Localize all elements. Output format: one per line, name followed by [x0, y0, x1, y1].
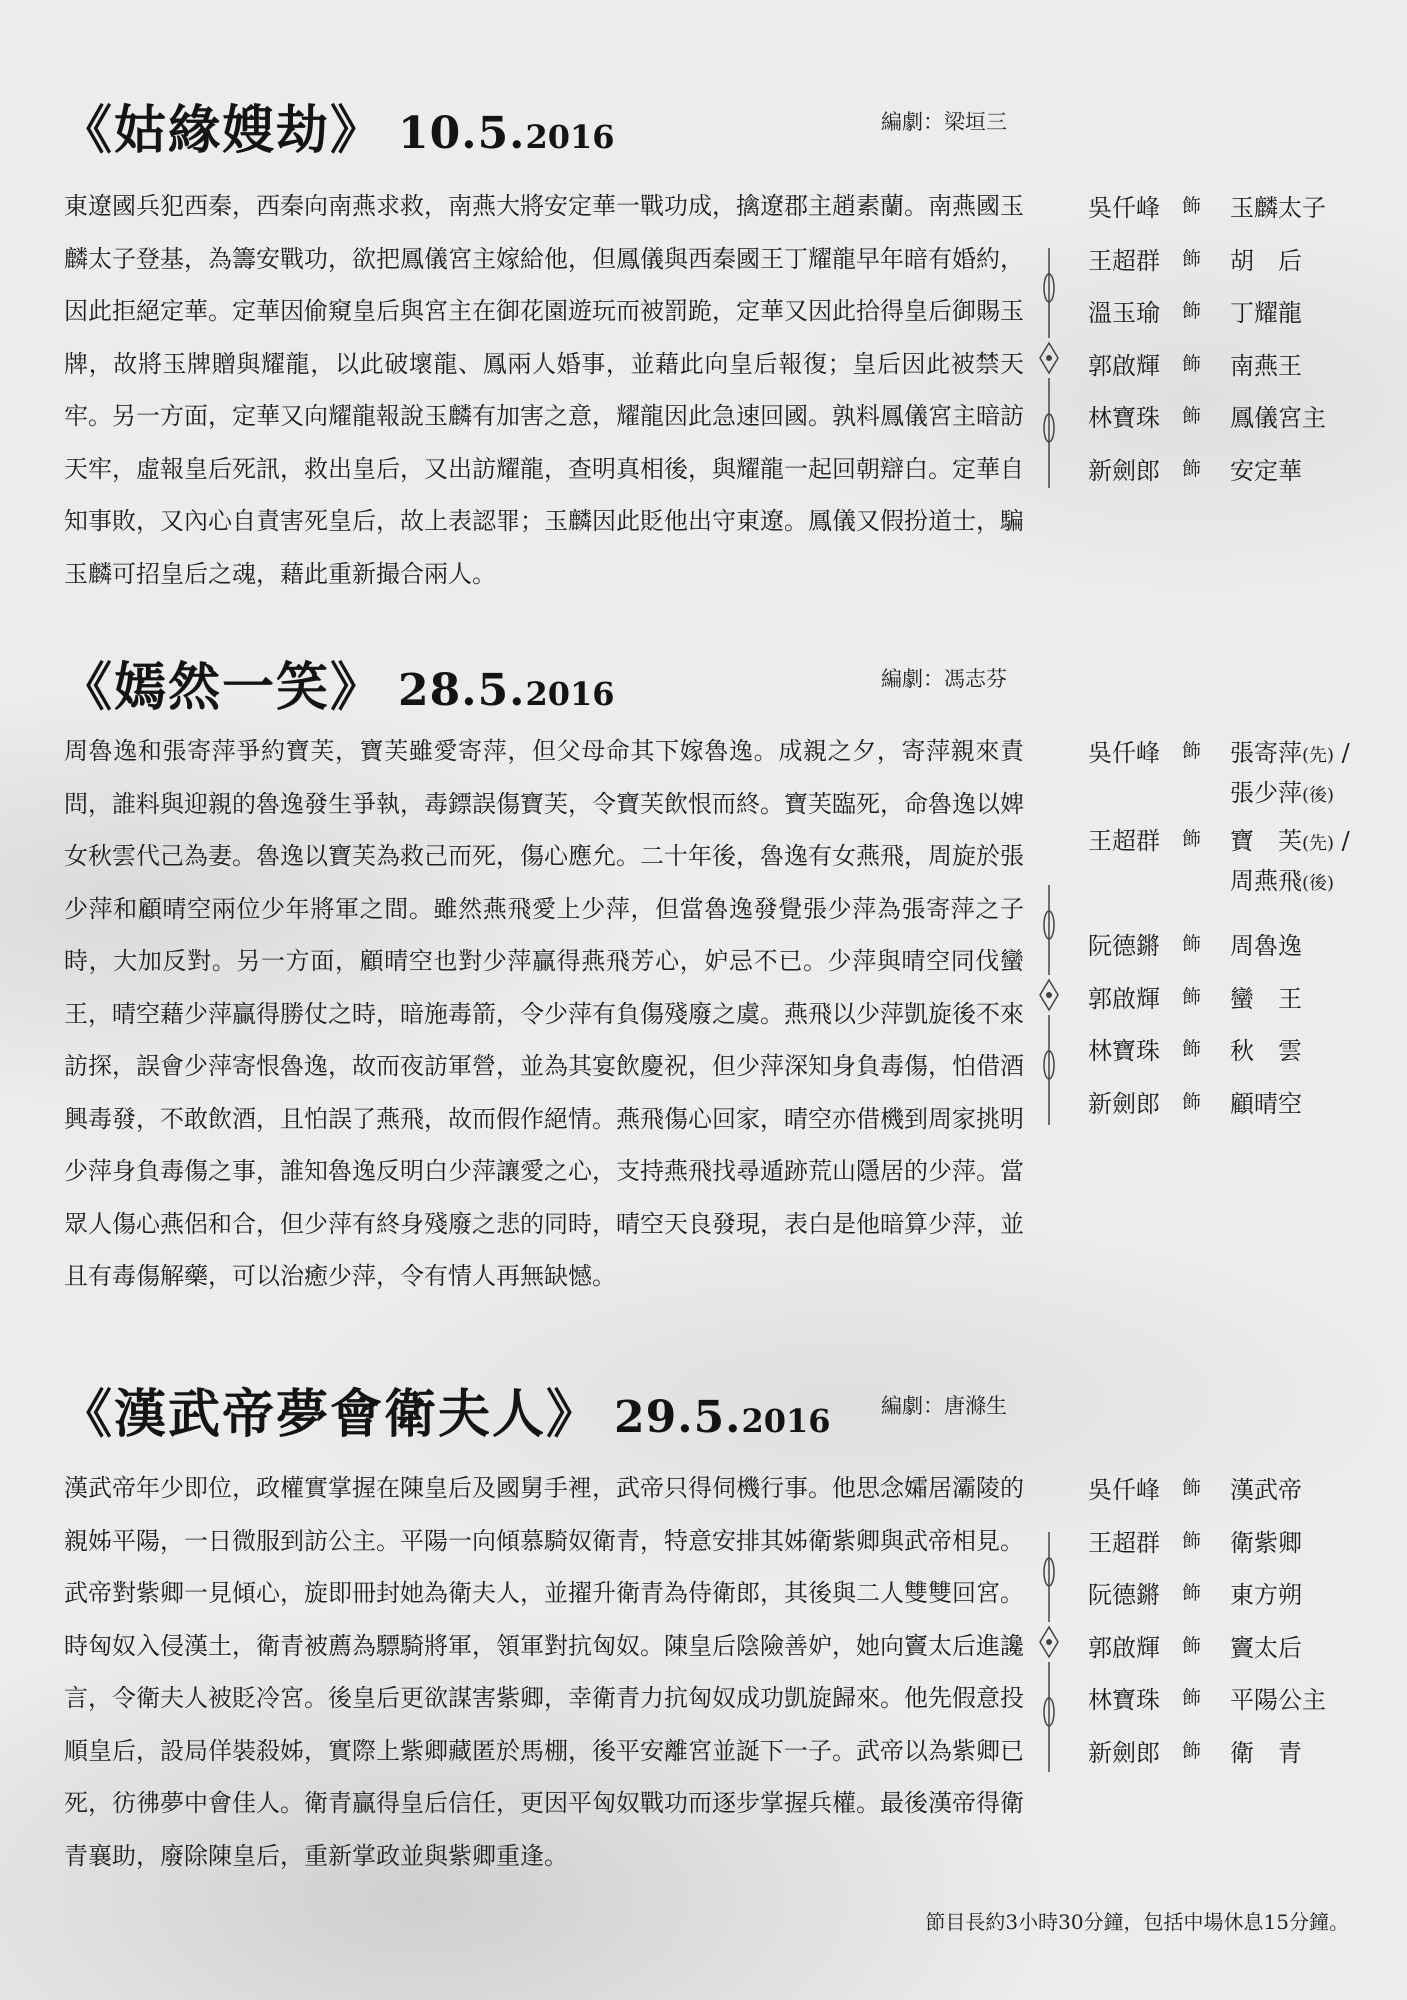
cast-row	[1088, 1515, 1388, 1568]
role-name-alt: 周燕飛	[1230, 867, 1302, 895]
as-label: 飾	[1182, 740, 1202, 762]
as-label: 飾	[1182, 300, 1202, 322]
actor-name: 郭啟輝	[1088, 351, 1160, 380]
actor-name: 吳仟峰	[1088, 739, 1160, 767]
play-year: 2016	[525, 675, 615, 713]
section-title	[60, 88, 615, 163]
role-note: (後)	[1302, 785, 1335, 806]
as-label: 飾	[1182, 1739, 1202, 1762]
role-name: 丁耀龍	[1230, 299, 1302, 327]
cast-row	[1088, 180, 1388, 233]
cast-row	[1088, 233, 1388, 286]
divider-ornament-icon	[1036, 1532, 1062, 1772]
actor-name: 林寶珠	[1088, 1037, 1160, 1065]
as-label: 飾	[1182, 457, 1202, 480]
cast-list	[1088, 725, 1388, 1128]
role-name: 漢武帝	[1230, 1476, 1302, 1504]
cast-row	[1088, 1725, 1388, 1778]
play-title: 《漢武帝夢會衛夫人》	[60, 1384, 601, 1445]
actor-name: 吳仟峰	[1088, 1476, 1160, 1504]
cast-row	[1088, 1462, 1388, 1515]
role-name: 鳳儀宮主	[1230, 404, 1326, 432]
actor-name: 郭啟輝	[1088, 1633, 1160, 1662]
actor-name: 吳仟峰	[1088, 194, 1160, 222]
role-note: (先)	[1302, 745, 1335, 766]
play-year: 2016	[525, 118, 615, 156]
as-label: 飾	[1182, 195, 1202, 217]
cast-row	[1088, 1076, 1388, 1129]
synopsis-text: 東遼國兵犯西秦，西秦向南燕求救，南燕大將安定華一戰功成，擒遼郡主趙素蘭。南燕國玉麟太子登基，為籌安戰功，欲把鳳儀宮主嫁給他，但鳳儀與西秦國王丁耀龍早年暗有婚約，因此拒絕定華。定華因偷窺皇后與宮主在御花園遊玩而被罰跪，定華又因此拾得皇后御賜玉牌，故將玉牌贈與耀龍，以此破壞龍、鳳兩人婚事，並藉此向皇后報復；皇后因此被禁天牢。另一方面，定華又向耀龍報說玉麟有加害之意，耀龍因此急速回國。孰料鳳儀宮主暗訪天牢，虛報皇后死訊，救出皇后，又出訪耀龍，查明真相後，與耀龍一起回朝辯白。定華自知事敗，又內心自責害死皇后，故上表認罪；玉麟因此貶他出守東遼。鳳儀又假扮道士，騙玉麟可招皇后之魂，藉此重新撮合兩人。	[64, 192, 1024, 588]
as-label: 飾	[1182, 933, 1202, 955]
play-date: 28.5.	[398, 665, 526, 716]
actor-name: 王超群	[1088, 246, 1160, 275]
actor-name: 郭啟輝	[1088, 984, 1160, 1013]
section-title	[60, 1372, 831, 1447]
role-name: 衛 青	[1230, 1738, 1302, 1767]
as-label: 飾	[1182, 1582, 1202, 1604]
actor-name: 新劍郎	[1088, 1738, 1160, 1767]
role-name: 寶 芙	[1230, 827, 1302, 855]
cast-row	[1088, 285, 1388, 338]
actor-name: 新劍郎	[1088, 1089, 1160, 1118]
cast-list	[1088, 180, 1388, 495]
role-name: 胡 后	[1230, 246, 1302, 275]
play-date: 29.5.	[614, 1392, 742, 1443]
cast-row	[1088, 1672, 1388, 1725]
role-name: 張寄萍	[1230, 739, 1302, 767]
cast-list	[1088, 1462, 1388, 1777]
divider-ornament-icon	[1036, 248, 1062, 488]
role-separator: /	[1334, 739, 1350, 767]
role-name: 竇太后	[1230, 1633, 1302, 1662]
role-name-alt: 張少萍	[1230, 779, 1302, 807]
as-label: 飾	[1182, 405, 1202, 427]
play-title: 《嫣然一笑》	[60, 657, 385, 718]
synopsis-text: 漢武帝年少即位，政權實掌握在陳皇后及國舅手裡，武帝只得伺機行事。他思念孀居灞陵的親姊平陽，一日微服到訪公主。平陽一向傾慕騎奴衛青，特意安排其姊衛紫卿與武帝相見。武帝對紫卿一見傾心，旋即冊封她為衛夫人，並擢升衛青為侍衛郎，其後與二人雙雙回宮。時匈奴入侵漢土，衛青被薦為驃騎將軍，領軍對抗匈奴。陳皇后陰險善妒，她向竇太后進讒言，令衛夫人被貶冷宮。後皇后更欲謀害紫卿，幸衛青力抗匈奴成功凱旋歸來。他先假意投順皇后，設局佯裝殺姊，實際上紫卿藏匿於馬棚，後平安離宮並誕下一子。武帝以為紫卿已死，彷彿夢中會佳人。衛青贏得皇后信任，更因平匈奴戰功而逐步掌握兵權。最後漢帝得衛青襄助，廢除陳皇后，重新掌政並與紫卿重逢。	[64, 1474, 1024, 1870]
actor-name: 林寶珠	[1088, 404, 1160, 432]
as-label: 飾	[1182, 828, 1202, 850]
actor-name: 新劍郎	[1088, 456, 1160, 485]
cast-row	[1088, 971, 1388, 1024]
as-label: 飾	[1182, 1038, 1202, 1060]
play-year: 2016	[741, 1402, 831, 1440]
cast-row	[1088, 443, 1388, 496]
writer-credit: 編劇：馮志芬	[881, 667, 1007, 691]
role-name: 顧晴空	[1230, 1089, 1302, 1118]
as-label: 飾	[1182, 352, 1202, 375]
role-note: (後)	[1302, 873, 1335, 894]
role-name: 周魯逸	[1230, 932, 1302, 960]
role-name: 蠻 王	[1230, 984, 1302, 1013]
as-label: 飾	[1182, 985, 1202, 1008]
play-date: 10.5.	[398, 108, 526, 159]
synopsis-text: 周魯逸和張寄萍爭約寶芙，寶芙雖愛寄萍，但父母命其下嫁魯逸。成親之夕，寄萍親來責問，誰料與迎親的魯逸發生爭執，毒鏢誤傷寶芙，令寶芙飲恨而終。寶芙臨死，命魯逸以婢女秋雲代己為妻。魯逸以寶芙為救己而死，傷心應允。二十年後，魯逸有女燕飛，周旋於張少萍和顧晴空兩位少年將軍之間。雖然燕飛愛上少萍，但當魯逸發覺張少萍為張寄萍之子時，大加反對。另一方面，顧晴空也對少萍贏得燕飛芳心，妒忌不已。少萍與晴空同伐蠻王，晴空藉少萍贏得勝仗之時，暗施毒箭，令少萍有負傷殘廢之虞。燕飛以少萍凱旋後不來訪探，誤會少萍寄恨魯逸，故而夜訪軍營，並為其宴飲慶祝，但少萍深知身負毒傷，怕借酒興毒發，不敢飲酒，且怕誤了燕飛，故而假作絕情。燕飛傷心回家，晴空亦借機到周家挑明少萍身負毒傷之事，誰知魯逸反明白少萍讓愛之心，支持燕飛找尋遁跡荒山隱居的少萍。當眾人傷心燕侶和合，但少萍有終身殘廢之悲的同時，晴空天良發現，表白是他暗算少萍，並且有毒傷解藥，可以治癒少萍，令有情人再無缺憾。	[64, 737, 1024, 1290]
section-title	[60, 645, 615, 720]
as-label: 飾	[1182, 1634, 1202, 1657]
role-name: 南燕王	[1230, 351, 1302, 380]
cast-row	[1088, 1567, 1388, 1620]
as-label: 飾	[1182, 247, 1202, 270]
role-separator: /	[1334, 827, 1350, 855]
cast-row	[1088, 813, 1388, 918]
role-note: (先)	[1302, 833, 1335, 854]
as-label: 飾	[1182, 1687, 1202, 1709]
role-name: 平陽公主	[1230, 1686, 1326, 1714]
role-name: 安定華	[1230, 456, 1302, 485]
cast-row	[1088, 338, 1388, 391]
cast-row	[1088, 725, 1388, 813]
role-name: 東方朔	[1230, 1581, 1302, 1609]
actor-name: 王超群	[1088, 827, 1160, 855]
actor-name: 王超群	[1088, 1528, 1160, 1557]
actor-name: 溫玉瑜	[1088, 299, 1160, 327]
role-name: 玉麟太子	[1230, 194, 1326, 222]
actor-name: 阮德鏘	[1088, 932, 1160, 960]
play-title: 《姑緣嫂劫》	[60, 100, 385, 161]
as-label: 飾	[1182, 1090, 1202, 1113]
role-name: 秋 雲	[1230, 1037, 1302, 1065]
cast-row	[1088, 390, 1388, 443]
as-label: 飾	[1182, 1529, 1202, 1552]
as-label: 飾	[1182, 1477, 1202, 1499]
cast-row	[1088, 918, 1388, 971]
duration-note: 節目長約3小時30分鐘，包括中場休息15分鐘。	[925, 1910, 1349, 1934]
writer-credit: 編劇：唐滌生	[881, 1394, 1007, 1418]
writer-credit: 編劇：梁垣三	[881, 110, 1007, 134]
actor-name: 林寶珠	[1088, 1686, 1160, 1714]
actor-name: 阮德鏘	[1088, 1581, 1160, 1609]
role-name: 衛紫卿	[1230, 1528, 1302, 1557]
cast-row	[1088, 1023, 1388, 1076]
divider-ornament-icon	[1036, 885, 1062, 1125]
cast-row	[1088, 1620, 1388, 1673]
